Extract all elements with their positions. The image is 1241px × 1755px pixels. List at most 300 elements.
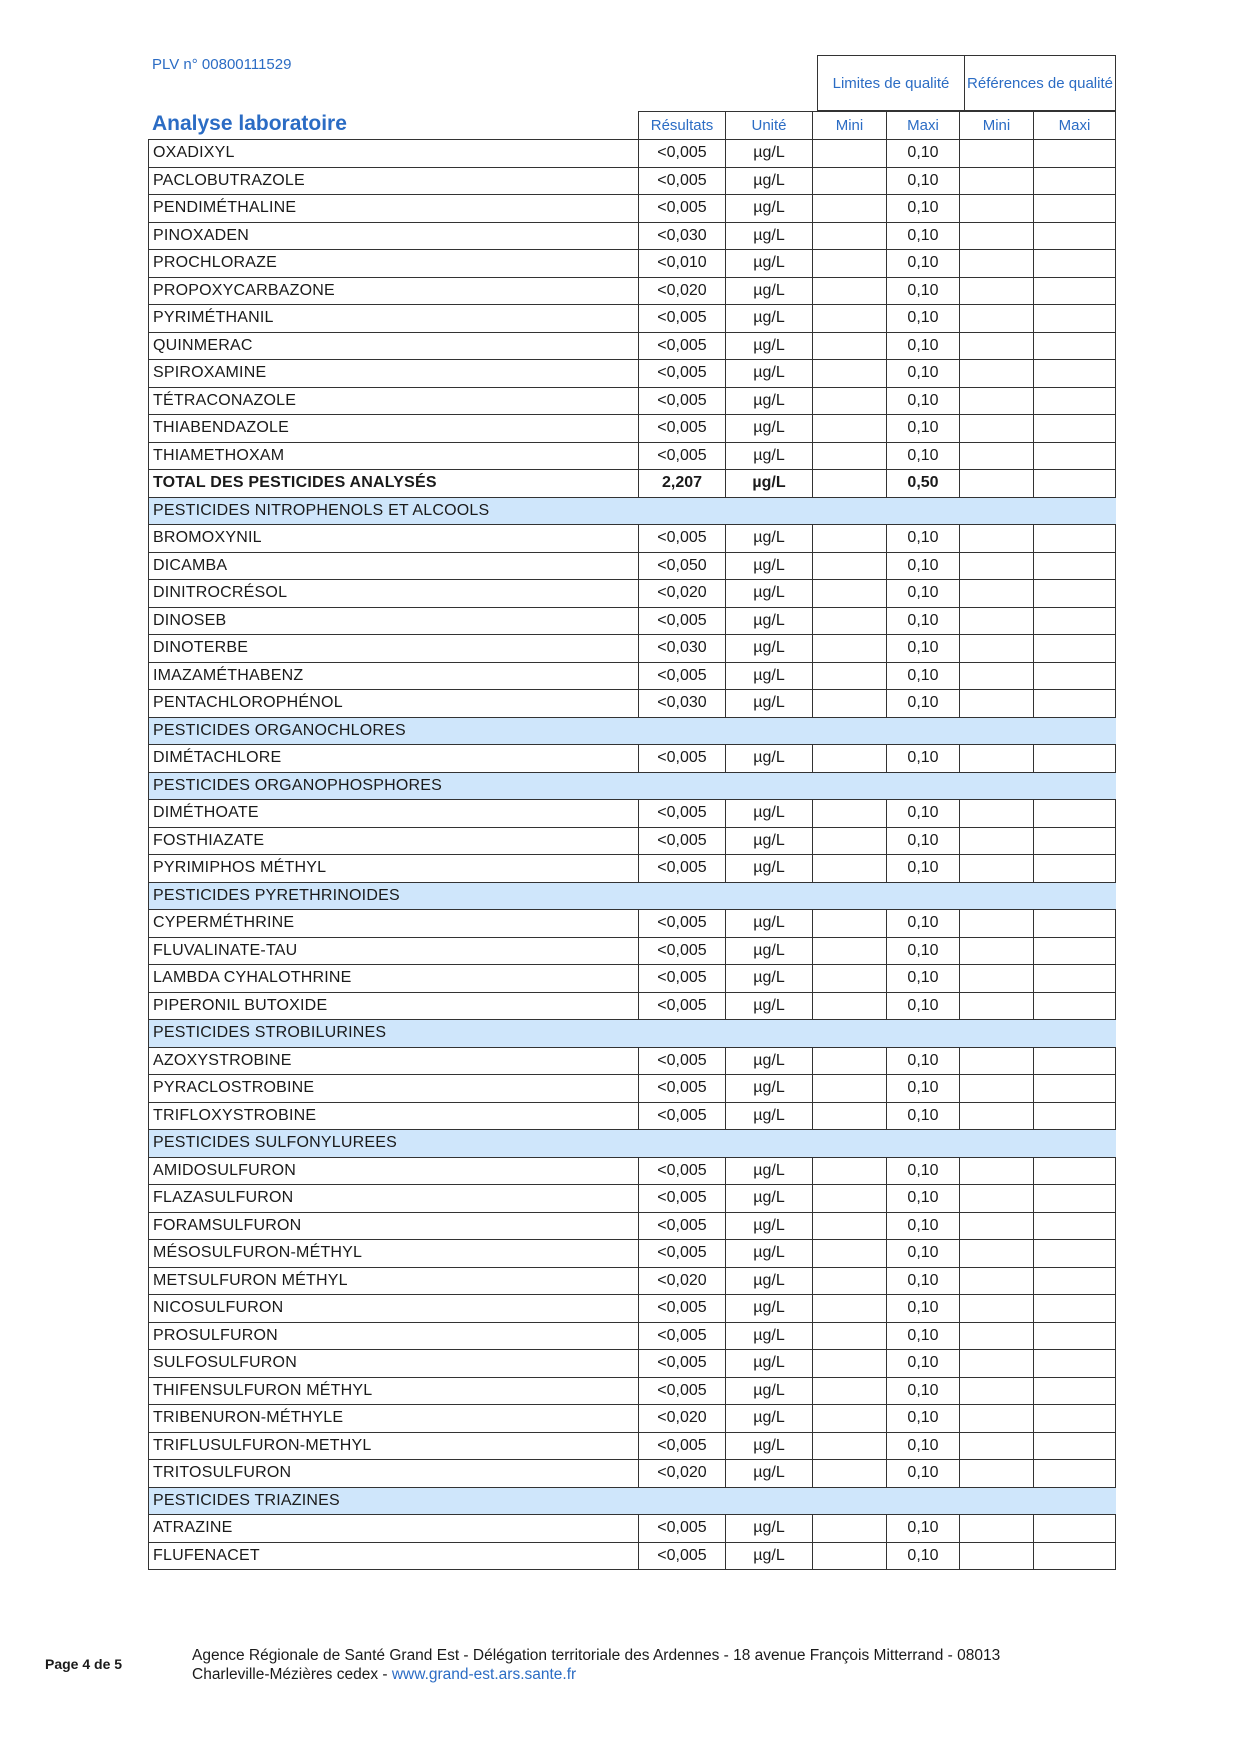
unit-value: µg/L bbox=[726, 662, 813, 690]
result-value: <0,005 bbox=[639, 1295, 726, 1323]
unit-value: µg/L bbox=[726, 1460, 813, 1488]
table-row bbox=[149, 360, 1116, 388]
limit-maxi-value: 0,10 bbox=[887, 1350, 960, 1378]
result-value: <0,005 bbox=[639, 442, 726, 470]
limit-mini-value bbox=[813, 525, 887, 553]
result-value: <0,005 bbox=[639, 387, 726, 415]
table-row bbox=[149, 1295, 1116, 1323]
column-header-resultats: Résultats bbox=[639, 112, 726, 140]
result-value: <0,020 bbox=[639, 277, 726, 305]
table-row bbox=[149, 992, 1116, 1020]
reference-mini-value bbox=[960, 387, 1034, 415]
limit-maxi-value: 0,10 bbox=[887, 992, 960, 1020]
table-row bbox=[149, 1542, 1116, 1570]
limit-maxi-value: 0,10 bbox=[887, 442, 960, 470]
result-value: <0,005 bbox=[639, 1377, 726, 1405]
column-header-mini: Mini bbox=[813, 112, 887, 140]
unit-value: µg/L bbox=[726, 1267, 813, 1295]
parameter-name: PYRIMÉTHANIL bbox=[149, 305, 639, 333]
limit-maxi-value: 0,10 bbox=[887, 1267, 960, 1295]
parameter-name: THIAMETHOXAM bbox=[149, 442, 639, 470]
table-row bbox=[149, 332, 1116, 360]
parameter-name: PYRACLOSTROBINE bbox=[149, 1075, 639, 1103]
reference-mini-value bbox=[960, 965, 1034, 993]
reference-maxi-value bbox=[1034, 525, 1116, 553]
parameter-name: TRITOSULFURON bbox=[149, 1460, 639, 1488]
unit-value: µg/L bbox=[726, 360, 813, 388]
reference-mini-value bbox=[960, 1185, 1034, 1213]
parameter-name: PENDIMÉTHALINE bbox=[149, 195, 639, 223]
reference-maxi-value bbox=[1034, 442, 1116, 470]
reference-mini-value bbox=[960, 1322, 1034, 1350]
parameter-name: ATRAZINE bbox=[149, 1515, 639, 1543]
limit-maxi-value: 0,10 bbox=[887, 662, 960, 690]
section-header-row bbox=[149, 772, 1116, 800]
result-value: <0,005 bbox=[639, 360, 726, 388]
unit-value: µg/L bbox=[726, 1322, 813, 1350]
reference-maxi-value bbox=[1034, 387, 1116, 415]
parameter-name: LAMBDA CYHALOTHRINE bbox=[149, 965, 639, 993]
reference-maxi-value bbox=[1034, 1350, 1116, 1378]
reference-mini-value bbox=[960, 140, 1034, 168]
table-row bbox=[149, 965, 1116, 993]
limit-maxi-value: 0,10 bbox=[887, 937, 960, 965]
limit-maxi-value: 0,10 bbox=[887, 607, 960, 635]
limit-maxi-value: 0,10 bbox=[887, 910, 960, 938]
table-row bbox=[149, 635, 1116, 663]
table-row bbox=[149, 855, 1116, 883]
table-row bbox=[149, 1322, 1116, 1350]
result-value: <0,030 bbox=[639, 635, 726, 663]
unit-value: µg/L bbox=[726, 525, 813, 553]
limit-maxi-value: 0,10 bbox=[887, 332, 960, 360]
section-title: PESTICIDES TRIAZINES bbox=[149, 1487, 1116, 1515]
unit-value: µg/L bbox=[726, 607, 813, 635]
reference-mini-value bbox=[960, 1075, 1034, 1103]
result-value: <0,005 bbox=[639, 1185, 726, 1213]
result-value: <0,005 bbox=[639, 965, 726, 993]
reference-mini-value bbox=[960, 415, 1034, 443]
reference-maxi-value bbox=[1034, 910, 1116, 938]
section-header-row bbox=[149, 1487, 1116, 1515]
reference-mini-value bbox=[960, 552, 1034, 580]
limit-mini-value bbox=[813, 415, 887, 443]
table-row bbox=[149, 1075, 1116, 1103]
parameter-name: TÉTRACONAZOLE bbox=[149, 387, 639, 415]
unit-value: µg/L bbox=[726, 140, 813, 168]
result-value: <0,005 bbox=[639, 195, 726, 223]
limit-maxi-value: 0,50 bbox=[887, 470, 960, 498]
reference-maxi-value bbox=[1034, 250, 1116, 278]
parameter-name: AMIDOSULFURON bbox=[149, 1157, 639, 1185]
unit-value: µg/L bbox=[726, 167, 813, 195]
reference-maxi-value bbox=[1034, 360, 1116, 388]
reference-maxi-value bbox=[1034, 937, 1116, 965]
limit-mini-value bbox=[813, 910, 887, 938]
reference-mini-value bbox=[960, 827, 1034, 855]
reference-maxi-value bbox=[1034, 690, 1116, 718]
result-value: <0,005 bbox=[639, 1157, 726, 1185]
reference-mini-value bbox=[960, 800, 1034, 828]
section-header-row bbox=[149, 497, 1116, 525]
limit-maxi-value: 0,10 bbox=[887, 1322, 960, 1350]
limit-mini-value bbox=[813, 305, 887, 333]
reference-mini-value bbox=[960, 580, 1034, 608]
section-title: PESTICIDES STROBILURINES bbox=[149, 1020, 1116, 1048]
reference-mini-value bbox=[960, 1515, 1034, 1543]
result-value: <0,005 bbox=[639, 937, 726, 965]
parameter-name: FLUVALINATE-TAU bbox=[149, 937, 639, 965]
results-table bbox=[148, 111, 1116, 1570]
reference-maxi-value bbox=[1034, 1157, 1116, 1185]
reference-maxi-value bbox=[1034, 855, 1116, 883]
reference-mini-value bbox=[960, 525, 1034, 553]
result-value: <0,005 bbox=[639, 855, 726, 883]
unit-value: µg/L bbox=[726, 1047, 813, 1075]
section-header-row bbox=[149, 882, 1116, 910]
table-row bbox=[149, 827, 1116, 855]
parameter-name: IMAZAMÉTHABENZ bbox=[149, 662, 639, 690]
result-value: <0,030 bbox=[639, 690, 726, 718]
limit-mini-value bbox=[813, 1405, 887, 1433]
parameter-name: FLUFENACET bbox=[149, 1542, 639, 1570]
parameter-name: MÉSOSULFURON-MÉTHYL bbox=[149, 1240, 639, 1268]
unit-value: µg/L bbox=[726, 387, 813, 415]
limit-mini-value bbox=[813, 1460, 887, 1488]
table-row bbox=[149, 195, 1116, 223]
reference-mini-value bbox=[960, 1267, 1034, 1295]
section-title: PESTICIDES SULFONYLUREES bbox=[149, 1130, 1116, 1158]
limit-maxi-value: 0,10 bbox=[887, 1405, 960, 1433]
reference-maxi-value bbox=[1034, 167, 1116, 195]
column-header-maxi: Maxi bbox=[887, 112, 960, 140]
parameter-name: TRIFLOXYSTROBINE bbox=[149, 1102, 639, 1130]
result-value: <0,020 bbox=[639, 580, 726, 608]
reference-mini-value bbox=[960, 1542, 1034, 1570]
table-row bbox=[149, 525, 1116, 553]
limit-maxi-value: 0,10 bbox=[887, 1377, 960, 1405]
result-value: <0,020 bbox=[639, 1267, 726, 1295]
column-header-row bbox=[149, 112, 1116, 140]
reference-mini-value bbox=[960, 745, 1034, 773]
unit-value: µg/L bbox=[726, 827, 813, 855]
unit-value: µg/L bbox=[726, 1295, 813, 1323]
reference-maxi-value bbox=[1034, 1542, 1116, 1570]
reference-maxi-value bbox=[1034, 1515, 1116, 1543]
limit-maxi-value: 0,10 bbox=[887, 360, 960, 388]
limit-maxi-value: 0,10 bbox=[887, 1075, 960, 1103]
limit-mini-value bbox=[813, 222, 887, 250]
table-row bbox=[149, 387, 1116, 415]
limit-maxi-value: 0,10 bbox=[887, 525, 960, 553]
parameter-name: AZOXYSTROBINE bbox=[149, 1047, 639, 1075]
reference-maxi-value bbox=[1034, 965, 1116, 993]
unit-value: µg/L bbox=[726, 1405, 813, 1433]
limit-maxi-value: 0,10 bbox=[887, 305, 960, 333]
limit-maxi-value: 0,10 bbox=[887, 1295, 960, 1323]
table-row bbox=[149, 1212, 1116, 1240]
parameter-name: PACLOBUTRAZOLE bbox=[149, 167, 639, 195]
result-value: <0,005 bbox=[639, 167, 726, 195]
reference-maxi-value bbox=[1034, 1432, 1116, 1460]
reference-mini-value bbox=[960, 1212, 1034, 1240]
parameter-name: NICOSULFURON bbox=[149, 1295, 639, 1323]
reference-maxi-value bbox=[1034, 140, 1116, 168]
unit-value: µg/L bbox=[726, 855, 813, 883]
unit-value: µg/L bbox=[726, 910, 813, 938]
table-row bbox=[149, 1240, 1116, 1268]
limit-mini-value bbox=[813, 1542, 887, 1570]
reference-mini-value bbox=[960, 195, 1034, 223]
result-value: <0,005 bbox=[639, 1212, 726, 1240]
parameter-name: PROSULFURON bbox=[149, 1322, 639, 1350]
unit-value: µg/L bbox=[726, 305, 813, 333]
unit-value: µg/L bbox=[726, 1102, 813, 1130]
reference-maxi-value bbox=[1034, 1212, 1116, 1240]
limit-maxi-value: 0,10 bbox=[887, 1102, 960, 1130]
limit-maxi-value: 0,10 bbox=[887, 195, 960, 223]
limit-mini-value bbox=[813, 195, 887, 223]
limit-mini-value bbox=[813, 662, 887, 690]
unit-value: µg/L bbox=[726, 992, 813, 1020]
limit-mini-value bbox=[813, 552, 887, 580]
limit-maxi-value: 0,10 bbox=[887, 690, 960, 718]
parameter-name: SPIROXAMINE bbox=[149, 360, 639, 388]
table-row bbox=[149, 937, 1116, 965]
column-header-blank bbox=[149, 112, 639, 140]
reference-maxi-value bbox=[1034, 607, 1116, 635]
limit-maxi-value: 0,10 bbox=[887, 1542, 960, 1570]
reference-maxi-value bbox=[1034, 745, 1116, 773]
limit-maxi-value: 0,10 bbox=[887, 1515, 960, 1543]
parameter-name: DINITROCRÉSOL bbox=[149, 580, 639, 608]
reference-mini-value bbox=[960, 167, 1034, 195]
table-row bbox=[149, 442, 1116, 470]
limit-mini-value bbox=[813, 1102, 887, 1130]
reference-mini-value bbox=[960, 855, 1034, 883]
limit-maxi-value: 0,10 bbox=[887, 1212, 960, 1240]
limit-maxi-value: 0,10 bbox=[887, 965, 960, 993]
reference-maxi-value bbox=[1034, 415, 1116, 443]
parameter-name: THIABENDAZOLE bbox=[149, 415, 639, 443]
limit-maxi-value: 0,10 bbox=[887, 1432, 960, 1460]
unit-value: µg/L bbox=[726, 1542, 813, 1570]
unit-value: µg/L bbox=[726, 442, 813, 470]
result-value: <0,005 bbox=[639, 1350, 726, 1378]
unit-value: µg/L bbox=[726, 415, 813, 443]
limit-mini-value bbox=[813, 1047, 887, 1075]
limit-maxi-value: 0,10 bbox=[887, 277, 960, 305]
unit-value: µg/L bbox=[726, 1185, 813, 1213]
result-value: 2,207 bbox=[639, 470, 726, 498]
limit-maxi-value: 0,10 bbox=[887, 250, 960, 278]
result-value: <0,005 bbox=[639, 1542, 726, 1570]
limit-mini-value bbox=[813, 1185, 887, 1213]
table-row bbox=[149, 277, 1116, 305]
parameter-name: PROCHLORAZE bbox=[149, 250, 639, 278]
result-value: <0,010 bbox=[639, 250, 726, 278]
reference-mini-value bbox=[960, 442, 1034, 470]
limit-maxi-value: 0,10 bbox=[887, 1240, 960, 1268]
parameter-name: QUINMERAC bbox=[149, 332, 639, 360]
footer-address-line1: Agence Régionale de Santé Grand Est - Délégation territoriale des Ardennes - 18 avenue François Mitterrand - 08013 bbox=[192, 1647, 1001, 1664]
parameter-name: PIPERONIL BUTOXIDE bbox=[149, 992, 639, 1020]
reference-mini-value bbox=[960, 1240, 1034, 1268]
section-header-row bbox=[149, 1130, 1116, 1158]
limit-maxi-value: 0,10 bbox=[887, 827, 960, 855]
table-row bbox=[149, 140, 1116, 168]
column-header-ref-mini: Mini bbox=[960, 112, 1034, 140]
limit-mini-value bbox=[813, 332, 887, 360]
reference-mini-value bbox=[960, 222, 1034, 250]
limit-maxi-value: 0,10 bbox=[887, 1460, 960, 1488]
limit-mini-value bbox=[813, 1432, 887, 1460]
limit-mini-value bbox=[813, 607, 887, 635]
result-value: <0,005 bbox=[639, 1322, 726, 1350]
table-row bbox=[149, 1405, 1116, 1433]
reference-mini-value bbox=[960, 992, 1034, 1020]
table-row bbox=[149, 745, 1116, 773]
limit-mini-value bbox=[813, 855, 887, 883]
references-qualite-header: Références de qualité bbox=[964, 55, 1116, 111]
limit-maxi-value: 0,10 bbox=[887, 580, 960, 608]
result-value: <0,005 bbox=[639, 1075, 726, 1103]
unit-value: µg/L bbox=[726, 690, 813, 718]
limit-mini-value bbox=[813, 387, 887, 415]
unit-value: µg/L bbox=[726, 552, 813, 580]
table-row bbox=[149, 800, 1116, 828]
limit-mini-value bbox=[813, 1240, 887, 1268]
limit-mini-value bbox=[813, 635, 887, 663]
reference-maxi-value bbox=[1034, 470, 1116, 498]
limit-maxi-value: 0,10 bbox=[887, 387, 960, 415]
footer-website-link[interactable]: www.grand-est.ars.sante.fr bbox=[391, 1666, 577, 1683]
table-row bbox=[149, 470, 1116, 498]
reference-maxi-value bbox=[1034, 635, 1116, 663]
reference-maxi-value bbox=[1034, 800, 1116, 828]
table-row bbox=[149, 552, 1116, 580]
table-row bbox=[149, 607, 1116, 635]
table-row bbox=[149, 690, 1116, 718]
table-row bbox=[149, 1267, 1116, 1295]
reference-mini-value bbox=[960, 1377, 1034, 1405]
reference-maxi-value bbox=[1034, 1295, 1116, 1323]
parameter-name: TRIFLUSULFURON-METHYL bbox=[149, 1432, 639, 1460]
limit-maxi-value: 0,10 bbox=[887, 1047, 960, 1075]
result-value: <0,005 bbox=[639, 827, 726, 855]
reference-mini-value bbox=[960, 690, 1034, 718]
table-row bbox=[149, 415, 1116, 443]
parameter-name: TOTAL DES PESTICIDES ANALYSÉS bbox=[149, 470, 639, 498]
limit-mini-value bbox=[813, 1350, 887, 1378]
page-number: Page 4 de 5 bbox=[45, 1656, 123, 1672]
table-row bbox=[149, 1460, 1116, 1488]
reference-maxi-value bbox=[1034, 222, 1116, 250]
reference-mini-value bbox=[960, 1295, 1034, 1323]
table-row bbox=[149, 305, 1116, 333]
result-value: <0,005 bbox=[639, 525, 726, 553]
limit-mini-value bbox=[813, 277, 887, 305]
table-row bbox=[149, 1185, 1116, 1213]
limit-mini-value bbox=[813, 1295, 887, 1323]
unit-value: µg/L bbox=[726, 1240, 813, 1268]
reference-mini-value bbox=[960, 1102, 1034, 1130]
result-value: <0,005 bbox=[639, 745, 726, 773]
unit-value: µg/L bbox=[726, 1075, 813, 1103]
limit-mini-value bbox=[813, 1157, 887, 1185]
result-value: <0,005 bbox=[639, 140, 726, 168]
result-value: <0,005 bbox=[639, 1240, 726, 1268]
reference-maxi-value bbox=[1034, 1460, 1116, 1488]
section-title: PESTICIDES ORGANOPHOSPHORES bbox=[149, 772, 1116, 800]
parameter-name: PROPOXYCARBAZONE bbox=[149, 277, 639, 305]
result-value: <0,005 bbox=[639, 1102, 726, 1130]
reference-mini-value bbox=[960, 277, 1034, 305]
table-row bbox=[149, 1515, 1116, 1543]
section-header-row bbox=[149, 1020, 1116, 1048]
limit-mini-value bbox=[813, 1212, 887, 1240]
parameter-name: DIMÉTACHLORE bbox=[149, 745, 639, 773]
limit-maxi-value: 0,10 bbox=[887, 1185, 960, 1213]
footer-address bbox=[192, 1646, 1000, 1684]
limit-mini-value bbox=[813, 1075, 887, 1103]
reference-maxi-value bbox=[1034, 662, 1116, 690]
unit-value: µg/L bbox=[726, 965, 813, 993]
reference-maxi-value bbox=[1034, 1047, 1116, 1075]
footer-address-line2 bbox=[192, 1665, 1000, 1684]
reference-maxi-value bbox=[1034, 552, 1116, 580]
result-value: <0,005 bbox=[639, 415, 726, 443]
unit-value: µg/L bbox=[726, 195, 813, 223]
limit-mini-value bbox=[813, 167, 887, 195]
limites-qualite-header: Limites de qualité bbox=[817, 55, 965, 111]
limit-mini-value bbox=[813, 1515, 887, 1543]
reference-maxi-value bbox=[1034, 1267, 1116, 1295]
column-header-unite: Unité bbox=[726, 112, 813, 140]
parameter-name: FORAMSULFURON bbox=[149, 1212, 639, 1240]
result-value: <0,005 bbox=[639, 305, 726, 333]
unit-value: µg/L bbox=[726, 1212, 813, 1240]
parameter-name: CYPERMÉTHRINE bbox=[149, 910, 639, 938]
parameter-name: DICAMBA bbox=[149, 552, 639, 580]
parameter-name: TRIBENURON-MÉTHYLE bbox=[149, 1405, 639, 1433]
unit-value: µg/L bbox=[726, 1350, 813, 1378]
unit-value: µg/L bbox=[726, 635, 813, 663]
reference-mini-value bbox=[960, 937, 1034, 965]
limit-maxi-value: 0,10 bbox=[887, 140, 960, 168]
limit-mini-value bbox=[813, 360, 887, 388]
result-value: <0,005 bbox=[639, 1432, 726, 1460]
limit-maxi-value: 0,10 bbox=[887, 167, 960, 195]
table-row bbox=[149, 222, 1116, 250]
footer-address-city: Charleville-Mézières cedex - bbox=[192, 1666, 392, 1683]
result-value: <0,005 bbox=[639, 1515, 726, 1543]
limit-maxi-value: 0,10 bbox=[887, 855, 960, 883]
unit-value: µg/L bbox=[726, 222, 813, 250]
reference-maxi-value bbox=[1034, 1102, 1116, 1130]
parameter-name: THIFENSULFURON MÉTHYL bbox=[149, 1377, 639, 1405]
limit-maxi-value: 0,10 bbox=[887, 635, 960, 663]
reference-maxi-value bbox=[1034, 992, 1116, 1020]
unit-value: µg/L bbox=[726, 800, 813, 828]
reference-mini-value bbox=[960, 250, 1034, 278]
table-row bbox=[149, 1047, 1116, 1075]
parameter-name: PENTACHLOROPHÉNOL bbox=[149, 690, 639, 718]
limit-mini-value bbox=[813, 745, 887, 773]
result-value: <0,030 bbox=[639, 222, 726, 250]
limit-maxi-value: 0,10 bbox=[887, 222, 960, 250]
plv-number: PLV n° 00800111529 bbox=[152, 56, 292, 73]
